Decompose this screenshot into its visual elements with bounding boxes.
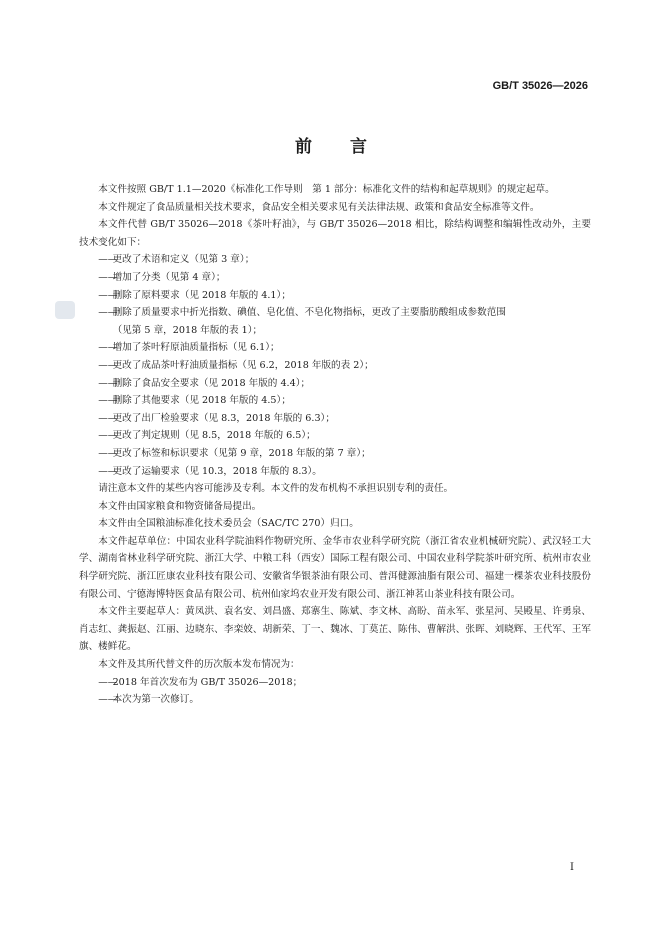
history-item: ——2018 年首次发布为 GB/T 35026—2018； [79,674,591,692]
paragraph-replacement: 本文件代替 GB/T 35026—2018《茶叶籽油》，与 GB/T 35026—2018 相比，除结构调整和编辑性改动外，主要技术变化如下： [79,219,591,248]
dash: —— [98,694,118,706]
paragraph-drafting-units: 本文件起草单位：中国农业科学院油料作物研究所、金华市农业科学研究院（浙江省农业机械研究院）、武汉轻工大学、湖南省林业科学研究院、浙江大学、中粮工科（西安）国际工程有限公司、中国农业科学院茶叶研究所、杭州市农业科学研究院、浙江匠康农业科技有限公司、安徽省华银茶油有限公司、普洱健源油脂有限公司、福建一棵茶农业科技股份有限公司、宁德海博特医食品有限公司、杭州仙家坞农业开发有限公司、浙江神茗山茶业科技有限公司。 [79,535,591,600]
paragraph-history-intro: 本文件及其所代替文件的历次版本发布情况为： [98,659,300,671]
dash: —— [98,289,118,301]
standard-code: GB/T 35026—2026 [492,80,588,92]
change-item: ——增加了茶叶籽原油质量指标（见 6.1）； [79,339,591,357]
title-char-1: 前 [295,137,312,157]
paragraph-proposer: 本文件由国家粮食和物资储备局提出。 [98,500,262,512]
change-item: ——更改了判定规则（见 8.5，2018 年版的 6.5）； [79,427,591,445]
change-item-continuation: （见第 5 章，2018 年版的表 1）； [112,324,263,336]
dash: —— [98,254,118,266]
paragraph-drafters: 本文件主要起草人：黄凤洪、袁名安、刘昌盛、郑寨生、陈斌、李文林、高盼、苗永军、张星河、吴殿星、许勇泉、肖志红、龚振赵、江丽、边晓东、李栾姣、胡新荣、丁一、魏冰、丁莫芷、陈伟、曹解洪、张晖、刘晓辉、王代军、王军旗、楼鲜花。 [79,606,591,653]
change-item: ——删除了其他要求（见 2018 年版的 4.5）； [79,392,591,410]
watermark-stamp [55,301,75,319]
dash: —— [98,342,118,354]
paragraph-patent-notice: 请注意本文件的某些内容可能涉及专利。本文件的发布机构不承担识别专利的责任。 [98,483,454,495]
dash: —— [98,395,118,407]
change-item: ——增加了分类（见第 4 章）； [79,269,591,287]
dash: —— [98,676,118,688]
change-item: ——更改了成品茶叶籽油质量指标（见 6.2，2018 年版的表 2）； [79,357,591,375]
history-item: ——本次为第一次修订。 [79,691,591,709]
page-title [0,132,662,157]
page-number: I [570,862,574,873]
change-item: ——更改了运输要求（见 10.3，2018 年版的 8.3）。 [79,463,591,481]
paragraph-drafting-rules: 本文件按照 GB/T 1.1—2020《标准化工作导则 第 1 部分：标准化文件的结构和起草规则》的规定起草。 [98,184,555,195]
foreword-body [79,181,591,709]
dash: —— [98,377,118,389]
change-item: ——删除了质量要求中折光指数、碘值、皂化值、不皂化物指标，更改了主要脂肪酸组成参数范围 [79,304,591,322]
change-item: ——更改了标签和标识要求（见第 9 章，2018 年版的第 7 章）； [79,445,591,463]
change-item: ——更改了出厂检验要求（见 8.3，2018 年版的 6.3）； [79,410,591,428]
dash: —— [98,271,118,283]
dash: —— [98,359,118,371]
dash: —— [98,412,118,424]
change-item: ——删除了食品安全要求（见 2018 年版的 4.4）； [79,375,591,393]
dash: —— [98,307,118,319]
dash: —— [98,465,118,477]
paragraph-committee: 本文件由全国粮油标准化技术委员会（SAC/TC 270）归口。 [98,518,359,530]
dash: —— [98,447,118,459]
dash: —— [98,430,118,442]
title-char-2: 言 [350,137,367,157]
paragraph-scope: 本文件规定了食品质量相关技术要求，食品安全相关要求见有关法律法规、政策和食品安全标准等文件。 [98,201,540,213]
change-item: ——删除了原料要求（见 2018 年版的 4.1）； [79,287,591,305]
change-item: ——更改了术语和定义（见第 3 章）； [79,251,591,269]
